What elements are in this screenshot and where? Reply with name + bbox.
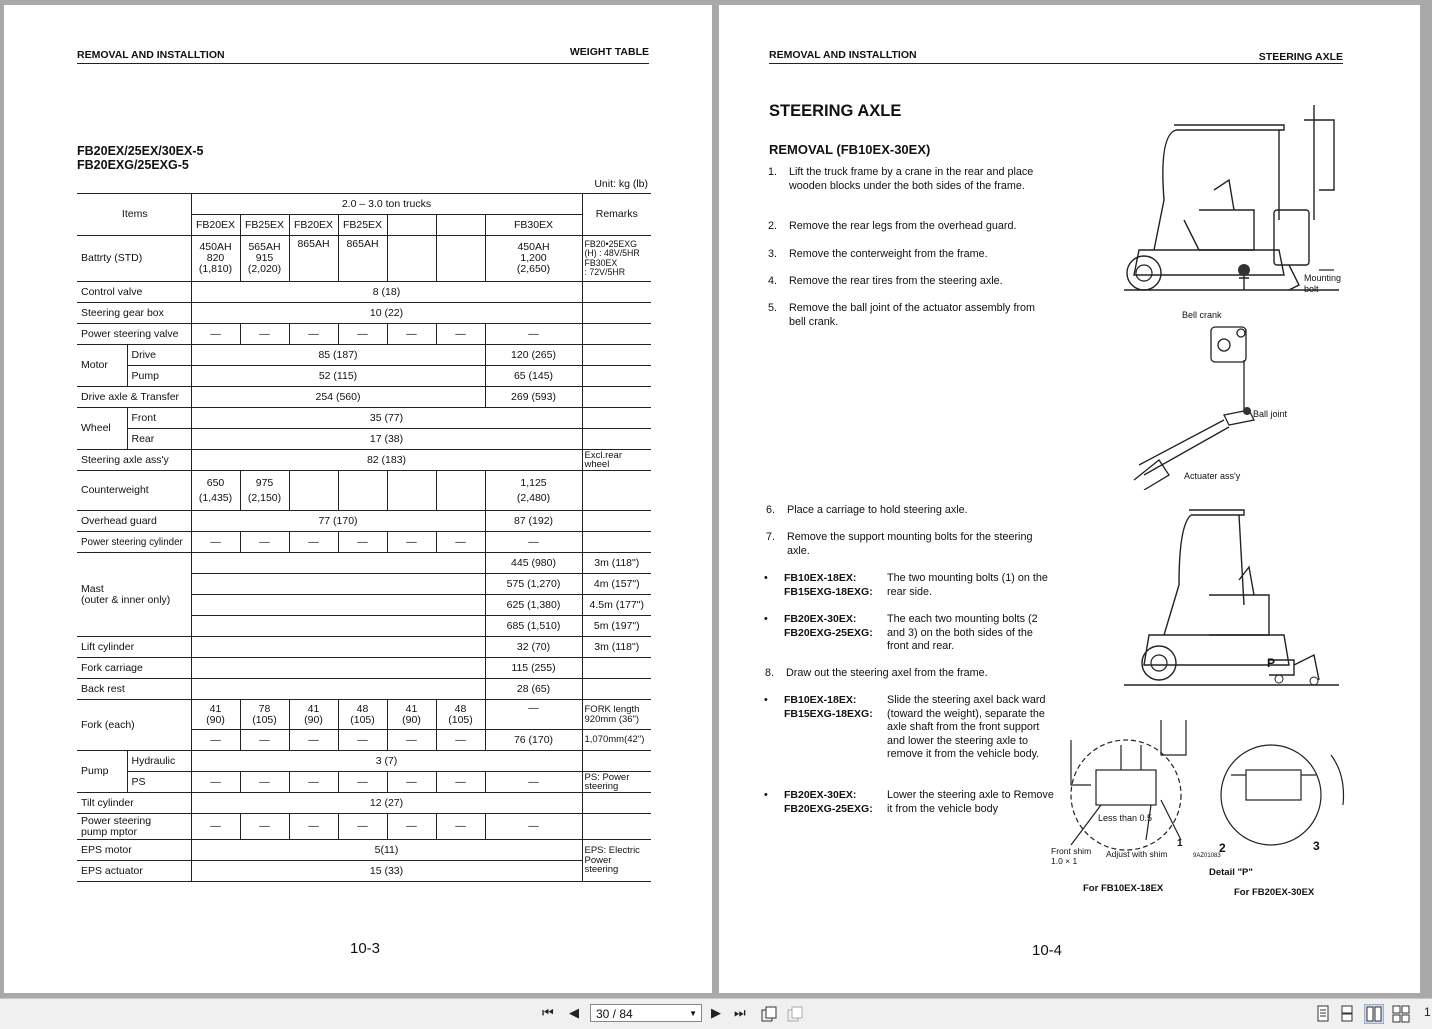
cell: —: [387, 532, 436, 553]
cell: —: [240, 324, 289, 345]
remark-cell: FB20•25EXG (H) : 48V/5HR FB30EX : 72V/5HR: [582, 236, 651, 282]
cell: —: [485, 772, 582, 793]
cell: 17 (38): [191, 429, 582, 450]
step-5: [768, 302, 1053, 329]
page-selector[interactable]: [590, 1004, 702, 1022]
row-label: Tilt cylinder: [77, 793, 191, 814]
model-heading: [77, 144, 203, 172]
row-label: EPS actuator: [77, 861, 191, 882]
cell: —: [289, 532, 338, 553]
cell: 32 (70): [485, 637, 582, 658]
cell: —: [387, 772, 436, 793]
cell: —: [289, 772, 338, 793]
cell: —: [191, 532, 240, 553]
cell: 650 (1,435): [191, 471, 240, 511]
rotate-page-icon[interactable]: [760, 1005, 778, 1023]
cell: 254 (560): [191, 387, 485, 408]
continuous-view-icon[interactable]: [1340, 1005, 1354, 1023]
forklift-carriage-illustration: [1119, 505, 1344, 690]
cell: 445 (980): [485, 553, 582, 574]
remark-cell: [582, 679, 651, 700]
sub-step: [764, 613, 1054, 654]
sub-step-models: FB10EX-18EX: FB15EXG-18EXG:: [784, 572, 873, 598]
callout-1: 1: [1177, 838, 1183, 849]
cell: 82 (183): [191, 450, 582, 471]
cell: 565AH 915 (2,020): [240, 236, 289, 282]
cell: 52 (115): [191, 366, 485, 387]
sub-step-text: Lower the steering axle to Remove it from the vehicle body: [887, 789, 1054, 815]
last-page-button[interactable]: ⏭: [734, 1005, 746, 1020]
cell: [191, 616, 485, 637]
cell: —: [436, 814, 485, 840]
cell: [191, 679, 485, 700]
model-line-2: FB20EXG/25EXG-5: [77, 158, 189, 172]
cell: —: [240, 532, 289, 553]
cell: —: [338, 772, 387, 793]
page-selector-value: 30 / 84: [596, 1007, 633, 1021]
toolbar-overflow-text: 1: [1424, 1005, 1431, 1019]
col-header: [436, 215, 485, 236]
remark-cell: [582, 658, 651, 679]
cell: —: [485, 814, 582, 840]
col-header: FB20EX: [289, 215, 338, 236]
cell: —: [485, 324, 582, 345]
group-header: 2.0 – 3.0 ton trucks: [191, 194, 582, 215]
col-header: [387, 215, 436, 236]
cell: —: [191, 814, 240, 840]
viewer-toolbar: [0, 998, 1432, 1029]
cell: 41 (90): [191, 700, 240, 730]
section-subtitle: REMOVAL (FB10EX-30EX): [769, 142, 931, 157]
step-7: [766, 531, 1051, 558]
step-text: Remove the ball joint of the actuator assembly from bell crank.: [789, 302, 1036, 328]
items-header: Items: [77, 194, 191, 236]
callout-2: 2: [1219, 841, 1226, 855]
step-6: [766, 504, 1051, 518]
sub-label: Pump: [127, 366, 191, 387]
sub-step-models: FB10EX-18EX: FB15EXG-18EXG:: [784, 694, 873, 720]
cell: —: [289, 324, 338, 345]
for-fb20-caption: For FB20EX-30EX: [1234, 887, 1315, 898]
cell: —: [289, 730, 338, 751]
left-page: [4, 5, 712, 993]
cell: 625 (1,380): [485, 595, 582, 616]
row-label: Control valve: [77, 282, 191, 303]
row-label: Fork carriage: [77, 658, 191, 679]
next-page-button[interactable]: ▶: [711, 1005, 721, 1020]
step-text: Remove the support mounting bolts for the steering axle.: [787, 531, 1033, 557]
cell: 269 (593): [485, 387, 582, 408]
cell: 12 (27): [191, 793, 582, 814]
section-title: STEERING AXLE: [769, 102, 902, 120]
cell: [387, 471, 436, 511]
step-3: [768, 248, 1053, 262]
cell: 120 (265): [485, 345, 582, 366]
remark-cell: [582, 814, 651, 840]
cell: 865AH: [338, 236, 387, 282]
cell: [338, 471, 387, 511]
remark-cell: [582, 511, 651, 532]
row-label: Steering axle ass'y: [77, 450, 191, 471]
remark-cell: [582, 793, 651, 814]
page-number: 10-4: [1032, 942, 1063, 959]
cell: —: [436, 324, 485, 345]
cell: 35 (77): [191, 408, 582, 429]
cell: 85 (187): [191, 345, 485, 366]
cell: 76 (170): [485, 730, 582, 751]
cell: —: [338, 324, 387, 345]
page-number: 10-3: [350, 940, 381, 957]
cell: —: [240, 814, 289, 840]
cell: [191, 553, 485, 574]
previous-page-button[interactable]: ◀: [569, 1005, 579, 1020]
cell: —: [191, 772, 240, 793]
detail-p-caption: Detail "P": [1209, 867, 1253, 878]
detail-p-illustration: [1051, 715, 1351, 865]
cell: 78 (105): [240, 700, 289, 730]
remark-cell: 3m (118"): [582, 637, 651, 658]
left-header-rule: [77, 63, 649, 64]
sub-step-text: The two mounting bolts (1) on the rear side.: [887, 572, 1048, 598]
col-header: FB25EX: [338, 215, 387, 236]
cell: 3 (7): [191, 751, 582, 772]
remark-cell: [582, 303, 651, 324]
two-page-continuous-icon[interactable]: [1392, 1005, 1410, 1023]
step-4: [768, 275, 1053, 289]
figure-code: 9AZ01083: [1193, 853, 1221, 859]
actuater-caption: Actuater ass'y: [1184, 471, 1241, 481]
cell: 87 (192): [485, 511, 582, 532]
unit-label: Unit: kg (lb): [594, 178, 648, 190]
step-text: Remove the rear legs from the overhead guard.: [789, 220, 1017, 232]
step-number: 3.: [768, 248, 778, 260]
left-header-section: WEIGHT TABLE: [569, 46, 649, 58]
remark-cell: EPS: Electric Power steering: [582, 840, 651, 882]
row-label: Power steering valve: [77, 324, 191, 345]
cell: 77 (170): [191, 511, 485, 532]
cell: [191, 574, 485, 595]
cell: —: [436, 772, 485, 793]
cell: —: [436, 532, 485, 553]
first-page-button[interactable]: ⏮: [542, 1005, 554, 1020]
sub-step-models: FB20EX-30EX: FB20EXG-25EXG:: [784, 789, 873, 815]
single-page-view-icon[interactable]: [1316, 1005, 1330, 1023]
front-shim-caption: Front shim 1.0 × 1: [1051, 846, 1092, 866]
cell: —: [338, 532, 387, 553]
chevron-down-icon: ▼: [689, 1009, 697, 1018]
bullet: •: [764, 694, 768, 706]
remark-cell: PS: Power steering: [582, 772, 651, 793]
weight-table: [77, 193, 651, 882]
cell: —: [289, 814, 338, 840]
step-2: [768, 220, 1053, 234]
sub-step-text: Slide the steering axel back ward (toward the weight), separate the axle shaft from the front support and lower the steering axle to remove it from the vehicle body.: [887, 694, 1046, 760]
cell: 5(11): [191, 840, 582, 861]
mounting-bolt-caption: Mounting bolt: [1304, 273, 1342, 294]
row-label: Back rest: [77, 679, 191, 700]
copy-page-icon[interactable]: [786, 1005, 804, 1023]
bell-crank-caption: Bell crank: [1182, 310, 1222, 320]
remark-cell: 1,070mm(42"): [582, 730, 651, 751]
adjust-shim-caption: Adjust with shim: [1106, 849, 1168, 859]
cell: [191, 637, 485, 658]
step-text: Draw out the steering axel from the frame.: [786, 667, 988, 679]
ball-joint-caption: Ball joint: [1253, 409, 1288, 419]
step-number: 5.: [768, 302, 778, 314]
remark-cell: [582, 408, 651, 429]
remark-cell: 3m (118"): [582, 553, 651, 574]
cell: 28 (65): [485, 679, 582, 700]
remark-cell: [582, 324, 651, 345]
cell: [436, 236, 485, 282]
p-marker: P: [1267, 656, 1276, 670]
col-header: FB25EX: [240, 215, 289, 236]
row-label: Mast (outer & inner only): [77, 553, 191, 637]
cell: —: [338, 814, 387, 840]
right-header-title: REMOVAL AND INSTALLTION: [769, 49, 917, 61]
remark-cell: [582, 387, 651, 408]
cell: 450AH 1,200 (2,650): [485, 236, 582, 282]
row-label: Overhead guard: [77, 511, 191, 532]
left-header-title: REMOVAL AND INSTALLTION: [77, 49, 225, 61]
cell: —: [436, 730, 485, 751]
cell: —: [240, 730, 289, 751]
row-label: Battrty (STD): [77, 236, 191, 282]
cell: 15 (33): [191, 861, 582, 882]
step-number: 2.: [768, 220, 778, 232]
step-number: 6.: [766, 504, 776, 516]
cell: —: [191, 730, 240, 751]
remark-cell: [582, 345, 651, 366]
forklift-crane-illustration: [1104, 100, 1354, 300]
cell: 450AH 820 (1,810): [191, 236, 240, 282]
row-label: Fork (each): [77, 700, 191, 751]
cell: 10 (22): [191, 303, 582, 324]
cell: [191, 658, 485, 679]
cell: —: [387, 324, 436, 345]
col-header: FB20EX: [191, 215, 240, 236]
remark-cell: [582, 471, 651, 511]
sub-label: Hydraulic: [127, 751, 191, 772]
bell-crank-illustration: [1129, 315, 1279, 490]
step-number: 8.: [765, 667, 775, 679]
cell: 41 (90): [289, 700, 338, 730]
cell: [387, 236, 436, 282]
col-header: FB30EX: [485, 215, 582, 236]
model-line-1: FB20EX/25EX/30EX-5: [77, 144, 204, 158]
row-label: Power steering cylinder: [77, 532, 191, 553]
step-text: Place a carriage to hold steering axle.: [787, 504, 968, 516]
callout-3: 3: [1313, 839, 1320, 853]
cell: —: [387, 730, 436, 751]
two-page-view-icon[interactable]: [1364, 1004, 1384, 1024]
cell: [289, 471, 338, 511]
row-label: EPS motor: [77, 840, 191, 861]
remark-cell: [582, 751, 651, 772]
remark-cell: FORK length 920mm (36"): [582, 700, 651, 730]
remarks-header: Remarks: [582, 194, 651, 236]
step-number: 4.: [768, 275, 778, 287]
sub-label: Front: [127, 408, 191, 429]
remark-cell: Excl.rear wheel: [582, 450, 651, 471]
row-label: Power steering pump mptor: [77, 814, 191, 840]
cell: 8 (18): [191, 282, 582, 303]
cell: —: [387, 814, 436, 840]
cell: —: [485, 532, 582, 553]
sub-step: [764, 572, 1054, 599]
cell: —: [338, 730, 387, 751]
sub-step: [764, 789, 1054, 816]
row-label: Drive axle & Transfer: [77, 387, 191, 408]
step-text: Remove the rear tires from the steering axle.: [789, 275, 1003, 287]
cell: 48 (105): [338, 700, 387, 730]
remark-cell: 5m (197"): [582, 616, 651, 637]
cell: 975 (2,150): [240, 471, 289, 511]
remark-cell: [582, 366, 651, 387]
row-label: Lift cylinder: [77, 637, 191, 658]
cell: —: [240, 772, 289, 793]
row-label: Wheel: [77, 408, 127, 450]
bullet: •: [764, 572, 768, 584]
cell: 1,125 (2,480): [485, 471, 582, 511]
cell: 65 (145): [485, 366, 582, 387]
cell: [436, 471, 485, 511]
remark-cell: [582, 282, 651, 303]
cell: 865AH: [289, 236, 338, 282]
right-page: [719, 5, 1420, 993]
cell: 685 (1,510): [485, 616, 582, 637]
remark-cell: 4.5m (177"): [582, 595, 651, 616]
step-1: [768, 166, 1053, 193]
cell: 575 (1,270): [485, 574, 582, 595]
cell: [191, 595, 485, 616]
row-label: Pump: [77, 751, 127, 793]
cell: —: [485, 700, 582, 730]
sub-label: Rear: [127, 429, 191, 450]
right-header-section: STEERING AXLE: [1258, 51, 1343, 63]
step-text: Remove the conterweight from the frame.: [789, 248, 988, 260]
step-number: 7.: [766, 531, 776, 543]
sub-step-models: FB20EX-30EX: FB20EXG-25EXG:: [784, 613, 873, 639]
step-number: 1.: [768, 166, 778, 178]
remark-cell: 4m (157"): [582, 574, 651, 595]
bullet: •: [764, 789, 768, 801]
row-label: Steering gear box: [77, 303, 191, 324]
cell: 41 (90): [387, 700, 436, 730]
sub-step-text: The each two mounting bolts (2 and 3) on the both sides of the front and rear.: [887, 613, 1038, 652]
cell: 115 (255): [485, 658, 582, 679]
row-label: Motor: [77, 345, 127, 387]
sub-step: [764, 694, 1054, 762]
row-label: Counterweight: [77, 471, 191, 511]
remark-cell: [582, 429, 651, 450]
right-header-rule: [769, 63, 1343, 64]
bullet: •: [764, 613, 768, 625]
sub-label: Drive: [127, 345, 191, 366]
remark-cell: [582, 532, 651, 553]
less-than-caption: Less than 0.5: [1098, 813, 1153, 823]
cell: —: [191, 324, 240, 345]
step-text: Lift the truck frame by a crane in the rear and place wooden blocks under the both sides of the frame.: [789, 166, 1034, 192]
step-8: [765, 667, 1050, 681]
for-fb10-caption: For FB10EX-18EX: [1083, 883, 1164, 894]
sub-label: PS: [127, 772, 191, 793]
cell: 48 (105): [436, 700, 485, 730]
